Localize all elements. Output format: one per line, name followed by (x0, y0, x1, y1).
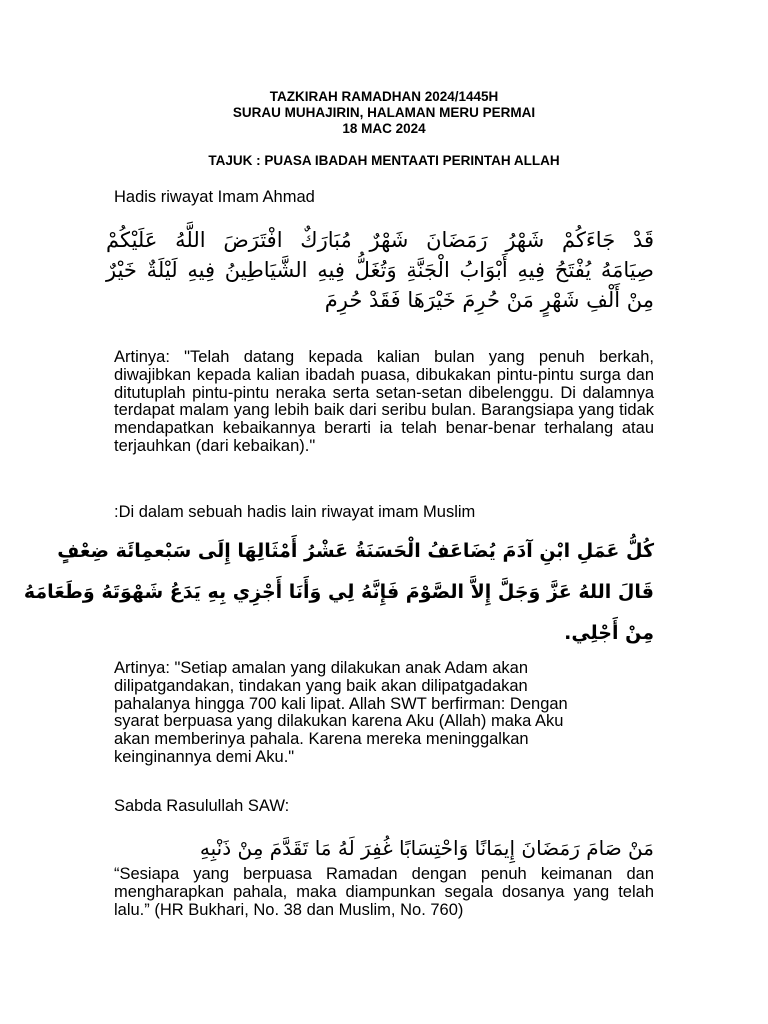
arabic-line: صِيَامَهُ يُفْتَحُ فِيهِ أَبْوَابُ الْجَنَّةِ وَتُغَلُّ فِيهِ الشَّيَاطِينُ فِيهِ لَيْلَةٌ خَيْرٌ (106, 258, 654, 282)
section1-translation: Artinya: "Telah datang kepada kalian bulan yang penuh berkah, diwajibkan kepada kalian ibadah puasa, dibukakan pintu-pintu surga dan ditutuplah pintu-pintu neraka serta setan-setan dibelenggu. Di dalamnya terdapat malam yang lebih baik dari seribu bulan. Barangsiapa yang tidak mendapatkan kebaikannya berarti ia telah benar-benar terhalang atau terjauhkan (dari kebaikan)." (114, 348, 654, 455)
section3-arabic-text (106, 834, 654, 862)
section1-arabic-text (106, 225, 654, 315)
translation-line: Artinya: "Setiap amalan yang dilakukan anak Adam akan (114, 659, 529, 677)
section3-label: Sabda Rasulullah SAW: (114, 797, 290, 815)
topic-title: TAJUK : PUASA IBADAH MENTAATI PERINTAH ALLAH (208, 153, 560, 168)
translation-line: akan memberinya pahala. Karena mereka meninggalkan (114, 730, 529, 749)
arabic-line: مَنْ صَامَ رَمَضَانَ إِيمَانًا وَاحْتِسَابًا غُفِرَ لَهُ مَا تَقَدَّمَ مِنْ ذَنْبِهِ (199, 836, 654, 860)
section2-translation (114, 660, 654, 767)
section2-label: :Di dalam sebuah hadis lain riwayat imam Muslim (114, 503, 476, 521)
arabic-line: مِنْ أَلْفِ شَهْرٍ مَنْ حُرِمَ خَيْرَهَا فَقَدْ حُرِمَ (324, 288, 654, 312)
section3-translation: “Sesiapa yang berpuasa Ramadan dengan penuh keimanan dan mengharapkan pahala, maka diampunkan segala dosanya yang telah lalu.” (HR Bukhari, No. 38 dan Muslim, No. 760) (114, 865, 654, 919)
translation-line: pahalanya hingga 700 kali lipat. Allah SWT berfirman: Dengan (114, 694, 568, 713)
header-title: TAZKIRAH RAMADHAN 2024/1445H (269, 89, 499, 104)
translation-line: dilipatgandakan, tindakan yang baik akan dilipatgadakan (114, 676, 528, 695)
arabic-line: كُلُّ عَمَلِ ابْنِ آدَمَ يُضَاعَفُ الْحَسَنَةُ عَشْرُ أَمْثَالِهَا إِلَى سَبْعمِائَة ضِعْفٍ (57, 540, 654, 562)
translation-line: keinginannya demi Aku." (114, 747, 295, 766)
arabic-line: قَدْ جَاءَكُمْ شَهْرُ رَمَضَانَ شَهْرٌ مُبَارَكٌ افْتَرَضَ اللَّهُ عَلَيْكُمْ (106, 228, 654, 252)
section2-arabic-text (23, 531, 654, 654)
arabic-line: مِنْ أَجْلِي. (564, 622, 654, 644)
arabic-line: قَالَ اللهُ عَزَّ وَجَلَّ إِلاَّ الصَّوْمَ فَإِنَّهُ لِي وَأَنَا أَجْزِي بِهِ يَدَعُ شَهْوَتَهُ وَطَعَامَهُ (23, 581, 654, 603)
translation-line: syarat berpuasa yang dilakukan karena Aku (Allah) maka Aku (114, 712, 564, 731)
header-date: 18 MAC 2024 (342, 121, 426, 136)
section1-label: Hadis riwayat Imam Ahmad (114, 188, 315, 206)
document-header (0, 89, 768, 137)
header-location: SURAU MUHAJIRIN, HALAMAN MERU PERMAI (232, 105, 536, 120)
